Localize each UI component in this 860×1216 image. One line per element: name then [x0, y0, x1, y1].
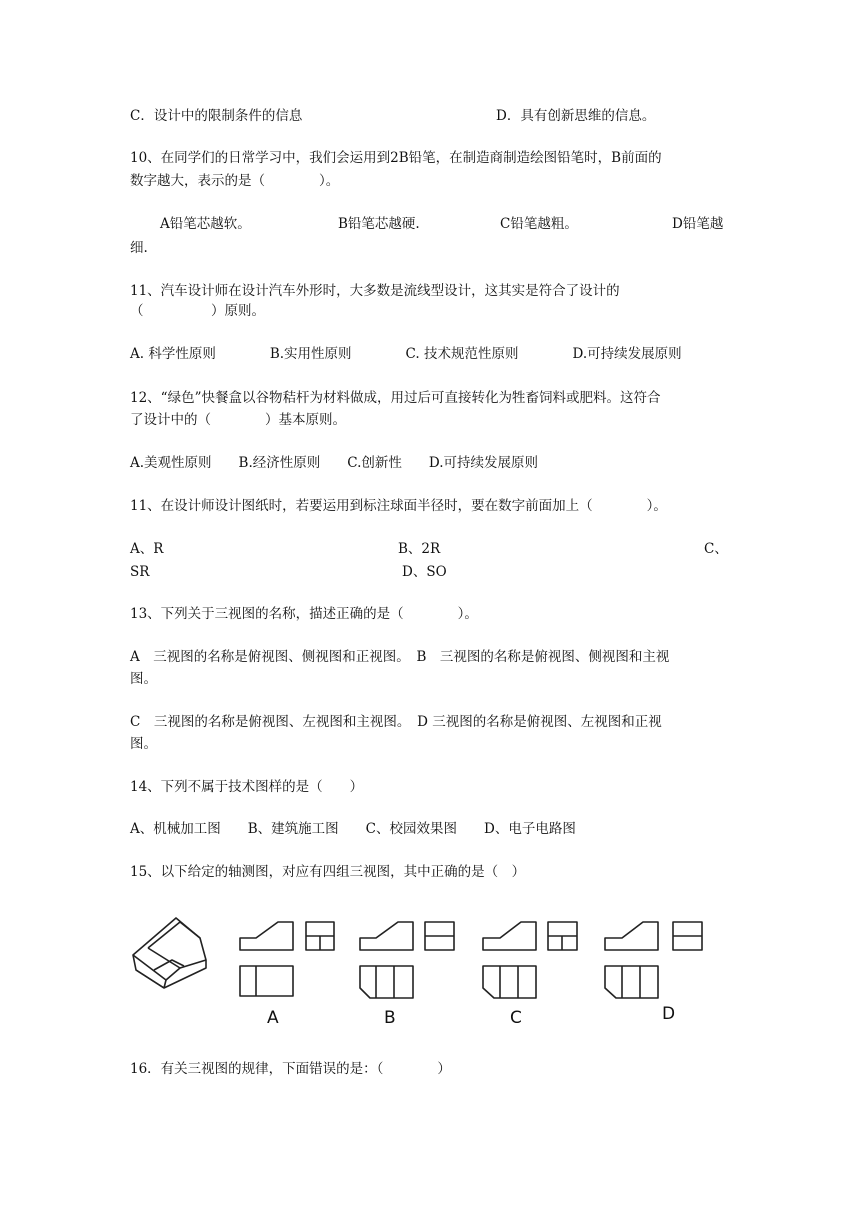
q11a-stem-line2: （ ）原则。 — [130, 303, 265, 319]
q11b-option-c: C、 — [704, 541, 728, 557]
q10-option-d: D铅笔越 — [672, 216, 724, 232]
q11b-option-b: B、2R — [398, 541, 441, 557]
q9-option-d: D．具有创新思维的信息。 — [496, 108, 656, 124]
q10-option-c: C铅笔越粗。 — [500, 216, 578, 232]
q11a-stem-line1: 11、汽车设计师在设计汽车外形时，大多数是流线型设计，这其实是符合了设计的 — [130, 283, 620, 299]
three-view-option-c — [483, 922, 577, 998]
q15-figure — [128, 908, 728, 1038]
q13-options-cd-line1: C 三视图的名称是俯视图、左视图和主视图。 D 三视图的名称是俯视图、左视图和正视 — [130, 714, 662, 730]
q12-options: A.美观性原则 B.经济性原则 C.创新性 D.可持续发展原则 — [130, 455, 539, 471]
q9-option-c: C．设计中的限制条件的信息 — [130, 108, 303, 124]
q15-label-a: A — [267, 1008, 279, 1028]
three-view-option-b — [360, 922, 454, 998]
q15-drawing — [128, 908, 728, 1038]
q11b-option-a: A、R — [130, 541, 164, 557]
q10-option-b: B铅笔芯越硬. — [338, 216, 420, 232]
q11b-option-d: D、SO — [402, 564, 447, 580]
q10-stem-line2: 数字越大，表示的是（ ）。 — [130, 173, 340, 189]
q16-stem-line1: 16．有关三视图的规律，下面错误的是：（ ） — [130, 1061, 451, 1077]
q11b-stem-line1: 11、在设计师设计图纸时，若要运用到标注球面半径时，要在数字前面加上（ ）。 — [130, 498, 667, 514]
q11a-options: A. 科学性原则 B.实用性原则 C. 技术规范性原则 D.可持续发展原则 — [130, 346, 682, 362]
q13-options-cd-line2: 图。 — [130, 736, 157, 752]
three-view-option-a — [240, 922, 334, 996]
q10-option-d-cont: 细. — [130, 240, 148, 256]
q15-label-c: C — [510, 1008, 522, 1028]
q13-options-ab-line2: 图。 — [130, 671, 157, 687]
q13-options-ab-line1: A 三视图的名称是俯视图、侧视图和正视图。 B 三视图的名称是俯视图、侧视图和主视 — [130, 649, 670, 665]
q15-stem-line1: 15、以下给定的轴测图，对应有四组三视图，其中正确的是（ ） — [130, 864, 526, 880]
q11b-option-c-value: SR — [130, 564, 150, 580]
isometric-view — [133, 918, 206, 988]
q10-option-a: A铅笔芯越软。 — [160, 216, 251, 232]
three-view-option-d — [605, 922, 702, 998]
q14-options: A、机械加工图 B、建筑施工图 C、校园效果图 D、电子电路图 — [130, 821, 576, 837]
q15-label-d: D — [662, 1004, 676, 1024]
q13-stem-line1: 13、下列关于三视图的名称，描述正确的是（ ）。 — [130, 606, 478, 622]
q12-stem-line1: 12、“绿色”快餐盒以谷物秸杆为材料做成，用过后可直接转化为牲畜饲料或肥料。这符合 — [130, 390, 661, 406]
q15-label-b: B — [384, 1008, 396, 1028]
q10-stem-line1: 10、在同学们的日常学习中，我们会运用到2B铅笔，在制造商制造绘图铅笔时，B前面的 — [130, 150, 662, 166]
q14-stem-line1: 14、下列不属于技术图样的是（ ） — [130, 779, 364, 795]
q12-stem-line2: 了设计中的（ ）基本原则。 — [130, 412, 346, 428]
